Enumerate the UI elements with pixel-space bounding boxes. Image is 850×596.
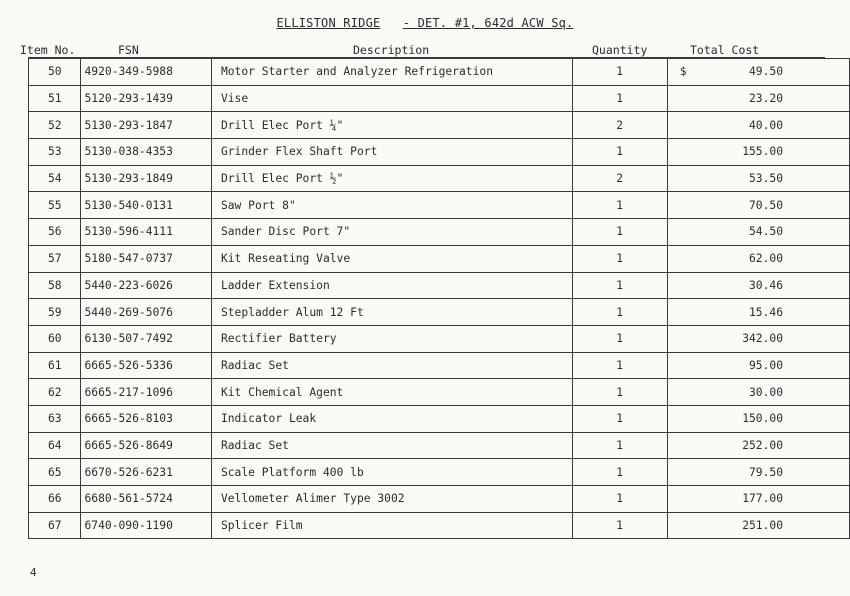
table-row bbox=[29, 112, 850, 139]
description-cell-text: Splicer Film bbox=[220, 519, 303, 533]
description-cell-text: Radiac Set bbox=[220, 438, 289, 452]
quantity-cell bbox=[572, 165, 667, 192]
total-cost-cell bbox=[667, 85, 849, 112]
fsn-cell bbox=[81, 459, 211, 486]
description-cell bbox=[211, 512, 572, 539]
quantity-cell bbox=[572, 59, 667, 86]
description-cell bbox=[211, 486, 572, 513]
fsn-cell-text: 4920-349-5988 bbox=[84, 65, 173, 79]
fsn-cell-text: 6680-561-5724 bbox=[84, 492, 173, 506]
quantity-cell-text: 1 bbox=[616, 305, 624, 319]
total-cost-cell-text: 40.00 bbox=[748, 118, 783, 132]
total-cost-cell bbox=[667, 325, 849, 352]
item-number-cell-text: 57 bbox=[47, 252, 62, 266]
description-cell-text: Drill Elec Port ½" bbox=[220, 172, 344, 186]
quantity-cell-text: 1 bbox=[616, 465, 624, 479]
fsn-cell bbox=[81, 299, 211, 326]
item-number-cell bbox=[29, 459, 81, 486]
description-cell bbox=[211, 112, 572, 139]
quantity-cell-text: 2 bbox=[616, 118, 624, 132]
total-cost-cell bbox=[667, 299, 849, 326]
quantity-cell-text: 1 bbox=[616, 412, 624, 426]
fsn-cell-text: 5120-293-1439 bbox=[84, 92, 173, 106]
table-row bbox=[29, 59, 850, 86]
description-cell-text: Vise bbox=[220, 92, 249, 106]
description-cell-text: Kit Chemical Agent bbox=[220, 385, 344, 399]
total-cost-cell-text: 177.00 bbox=[742, 492, 783, 506]
total-cost-cell-text: 15.46 bbox=[748, 305, 783, 319]
table-row bbox=[29, 486, 850, 513]
total-cost-cell-text: 155.00 bbox=[742, 145, 783, 159]
total-cost-cell bbox=[667, 245, 849, 272]
total-cost-cell-text: 62.00 bbox=[748, 252, 783, 266]
total-cost-cell-text: 70.50 bbox=[748, 198, 783, 212]
quantity-cell bbox=[572, 405, 667, 432]
total-cost-cell bbox=[667, 486, 849, 513]
quantity-cell bbox=[572, 219, 667, 246]
quantity-cell bbox=[572, 85, 667, 112]
header-quantity: Quantity bbox=[592, 43, 648, 57]
quantity-cell-text: 1 bbox=[616, 332, 624, 346]
description-cell-text: Grinder Flex Shaft Port bbox=[220, 145, 378, 159]
table-row bbox=[29, 85, 850, 112]
item-number-cell-text: 58 bbox=[47, 278, 62, 292]
total-cost-cell bbox=[667, 405, 849, 432]
item-number-cell-text: 56 bbox=[47, 225, 62, 239]
total-cost-cell bbox=[667, 112, 849, 139]
quantity-cell bbox=[572, 432, 667, 459]
table-row bbox=[29, 325, 850, 352]
header-fsn: FSN bbox=[118, 43, 139, 57]
quantity-cell-text: 1 bbox=[616, 92, 624, 106]
fsn-cell-text: 6665-526-8649 bbox=[84, 438, 173, 452]
quantity-cell bbox=[572, 486, 667, 513]
fsn-cell bbox=[81, 219, 211, 246]
fsn-cell bbox=[81, 432, 211, 459]
fsn-cell bbox=[81, 245, 211, 272]
fsn-cell-text: 5440-223-6026 bbox=[84, 278, 173, 292]
description-cell bbox=[211, 139, 572, 166]
description-cell-text: Kit Reseating Valve bbox=[220, 252, 351, 266]
description-cell bbox=[211, 299, 572, 326]
quantity-cell-text: 1 bbox=[616, 358, 624, 372]
description-cell-text: Ladder Extension bbox=[220, 278, 330, 292]
quantity-cell bbox=[572, 352, 667, 379]
total-cost-cell-text: 30.00 bbox=[748, 385, 783, 399]
item-number-cell-text: 53 bbox=[47, 145, 62, 159]
description-cell-text: Saw Port 8" bbox=[220, 198, 296, 212]
description-cell bbox=[211, 325, 572, 352]
description-cell bbox=[211, 379, 572, 406]
fsn-cell-text: 6130-507-7492 bbox=[84, 332, 173, 346]
fsn-cell-text: 6665-217-1096 bbox=[84, 385, 173, 399]
total-cost-cell bbox=[667, 379, 849, 406]
description-cell-text: Rectifier Battery bbox=[220, 332, 337, 346]
item-number-cell bbox=[29, 352, 81, 379]
total-cost-cell-text: 342.00 bbox=[742, 332, 783, 346]
item-number-cell bbox=[29, 219, 81, 246]
description-cell-text: Radiac Set bbox=[220, 358, 289, 372]
header-item-no: Item No. bbox=[20, 43, 76, 57]
fsn-cell-text: 5130-596-4111 bbox=[84, 225, 173, 239]
quantity-cell-text: 1 bbox=[616, 385, 624, 399]
total-cost-cell-text: 53.50 bbox=[748, 172, 783, 186]
total-cost-cell bbox=[667, 459, 849, 486]
total-cost-cell-text: 252.00 bbox=[742, 438, 783, 452]
item-number-cell bbox=[29, 192, 81, 219]
item-number-cell bbox=[29, 512, 81, 539]
fsn-cell bbox=[81, 486, 211, 513]
table-row bbox=[29, 512, 850, 539]
description-cell bbox=[211, 245, 572, 272]
quantity-cell-text: 1 bbox=[616, 519, 624, 533]
total-cost-cell bbox=[667, 272, 849, 299]
description-cell bbox=[211, 219, 572, 246]
item-number-cell bbox=[29, 432, 81, 459]
quantity-cell bbox=[572, 512, 667, 539]
fsn-cell bbox=[81, 139, 211, 166]
total-cost-cell bbox=[667, 59, 849, 86]
total-cost-cell bbox=[667, 219, 849, 246]
description-cell bbox=[211, 459, 572, 486]
item-number-cell-text: 63 bbox=[47, 412, 62, 426]
quantity-cell bbox=[572, 299, 667, 326]
fsn-cell bbox=[81, 405, 211, 432]
item-number-cell bbox=[29, 325, 81, 352]
table-row bbox=[29, 245, 850, 272]
item-number-cell bbox=[29, 379, 81, 406]
quantity-cell-text: 1 bbox=[616, 145, 624, 159]
item-number-cell-text: 61 bbox=[47, 358, 62, 372]
table-row bbox=[29, 192, 850, 219]
quantity-cell-text: 1 bbox=[616, 438, 624, 452]
item-number-cell-text: 66 bbox=[47, 492, 62, 506]
description-cell bbox=[211, 192, 572, 219]
quantity-cell bbox=[572, 192, 667, 219]
table-row bbox=[29, 352, 850, 379]
fsn-cell-text: 5130-293-1849 bbox=[84, 172, 173, 186]
item-number-cell-text: 51 bbox=[47, 92, 62, 106]
description-cell-text: Sander Disc Port 7" bbox=[220, 225, 351, 239]
table-row bbox=[29, 459, 850, 486]
fsn-cell-text: 6665-526-8103 bbox=[84, 412, 173, 426]
description-cell bbox=[211, 85, 572, 112]
item-number-cell-text: 60 bbox=[47, 332, 62, 346]
table-row bbox=[29, 139, 850, 166]
fsn-cell-text: 5130-038-4353 bbox=[84, 145, 173, 159]
fsn-cell bbox=[81, 379, 211, 406]
quantity-cell-text: 2 bbox=[616, 172, 624, 186]
fsn-cell bbox=[81, 59, 211, 86]
table-row bbox=[29, 432, 850, 459]
total-cost-cell bbox=[667, 352, 849, 379]
quantity-cell-text: 1 bbox=[616, 225, 624, 239]
item-number-cell bbox=[29, 272, 81, 299]
total-cost-cell bbox=[667, 192, 849, 219]
quantity-cell bbox=[572, 112, 667, 139]
table-row bbox=[29, 219, 850, 246]
total-cost-cell bbox=[667, 139, 849, 166]
total-cost-cell bbox=[667, 165, 849, 192]
header-total-cost: Total Cost bbox=[690, 43, 760, 57]
item-number-cell bbox=[29, 405, 81, 432]
item-number-cell bbox=[29, 245, 81, 272]
quantity-cell bbox=[572, 459, 667, 486]
quantity-cell bbox=[572, 245, 667, 272]
total-cost-cell-text: 95.00 bbox=[748, 358, 783, 372]
total-cost-cell bbox=[667, 432, 849, 459]
description-cell-text: Scale Platform 400 lb bbox=[220, 465, 364, 479]
item-number-cell-text: 64 bbox=[47, 438, 62, 452]
item-number-cell-text: 50 bbox=[47, 65, 62, 79]
item-number-cell bbox=[29, 59, 81, 86]
item-number-cell-text: 54 bbox=[47, 172, 62, 186]
fsn-cell bbox=[81, 272, 211, 299]
description-cell-text: Indicator Leak bbox=[220, 412, 317, 426]
fsn-cell-text: 6665-526-5336 bbox=[84, 358, 173, 372]
document-title bbox=[0, 16, 850, 30]
description-cell-text: Stepladder Alum 12 Ft bbox=[220, 305, 364, 319]
fsn-cell-text: 5130-293-1847 bbox=[84, 118, 173, 132]
currency-symbol: $ bbox=[679, 65, 687, 79]
item-number-cell bbox=[29, 112, 81, 139]
quantity-cell bbox=[572, 272, 667, 299]
item-number-cell-text: 67 bbox=[47, 519, 62, 533]
item-number-cell-text: 52 bbox=[47, 118, 62, 132]
total-cost-cell-text: 23.20 bbox=[748, 92, 783, 106]
description-cell bbox=[211, 432, 572, 459]
description-cell bbox=[211, 59, 572, 86]
total-cost-cell-text: 30.46 bbox=[748, 278, 783, 292]
fsn-cell-text: 5180-547-0737 bbox=[84, 252, 173, 266]
description-cell bbox=[211, 405, 572, 432]
fsn-cell-text: 6740-090-1190 bbox=[84, 519, 173, 533]
table-row bbox=[29, 379, 850, 406]
quantity-cell-text: 1 bbox=[616, 492, 624, 506]
item-number-cell bbox=[29, 139, 81, 166]
description-cell bbox=[211, 352, 572, 379]
description-cell bbox=[211, 165, 572, 192]
total-cost-cell bbox=[667, 512, 849, 539]
title-location: ELLISTON RIDGE bbox=[276, 16, 381, 30]
item-number-cell-text: 65 bbox=[47, 465, 62, 479]
fsn-cell bbox=[81, 352, 211, 379]
item-number-cell bbox=[29, 299, 81, 326]
fsn-cell bbox=[81, 325, 211, 352]
fsn-cell-text: 5440-269-5076 bbox=[84, 305, 173, 319]
item-number-cell-text: 59 bbox=[47, 305, 62, 319]
item-number-cell bbox=[29, 165, 81, 192]
page-number: 4 bbox=[30, 566, 37, 579]
total-cost-cell-text: 49.50 bbox=[748, 65, 783, 79]
fsn-cell bbox=[81, 165, 211, 192]
inventory-table bbox=[28, 58, 850, 539]
table-row bbox=[29, 299, 850, 326]
quantity-cell-text: 1 bbox=[616, 65, 624, 79]
item-number-cell bbox=[29, 486, 81, 513]
total-cost-cell-text: 251.00 bbox=[742, 519, 783, 533]
total-cost-cell-text: 150.00 bbox=[742, 412, 783, 426]
total-cost-cell-text: 54.50 bbox=[748, 225, 783, 239]
quantity-cell-text: 1 bbox=[616, 198, 624, 212]
total-cost-cell-text: 79.50 bbox=[748, 465, 783, 479]
table-row bbox=[29, 165, 850, 192]
fsn-cell bbox=[81, 112, 211, 139]
fsn-cell-text: 5130-540-0131 bbox=[84, 198, 173, 212]
item-number-cell-text: 55 bbox=[47, 198, 62, 212]
description-cell-text: Vellometer Alimer Type 3002 bbox=[220, 492, 405, 506]
quantity-cell bbox=[572, 325, 667, 352]
quantity-cell bbox=[572, 379, 667, 406]
description-cell-text: Drill Elec Port ¼" bbox=[220, 118, 344, 132]
quantity-cell-text: 1 bbox=[616, 278, 624, 292]
item-number-cell-text: 62 bbox=[47, 385, 62, 399]
fsn-cell bbox=[81, 512, 211, 539]
fsn-cell bbox=[81, 192, 211, 219]
description-cell-text: Motor Starter and Analyzer Refrigeration bbox=[220, 65, 493, 79]
table-row bbox=[29, 272, 850, 299]
quantity-cell-text: 1 bbox=[616, 252, 624, 266]
title-detachment: - DET. #1, 642d ACW Sq. bbox=[402, 16, 574, 30]
table-row bbox=[29, 405, 850, 432]
description-cell bbox=[211, 272, 572, 299]
fsn-cell bbox=[81, 85, 211, 112]
quantity-cell bbox=[572, 139, 667, 166]
header-description: Description bbox=[353, 43, 430, 57]
fsn-cell-text: 6670-526-6231 bbox=[84, 465, 173, 479]
item-number-cell bbox=[29, 85, 81, 112]
